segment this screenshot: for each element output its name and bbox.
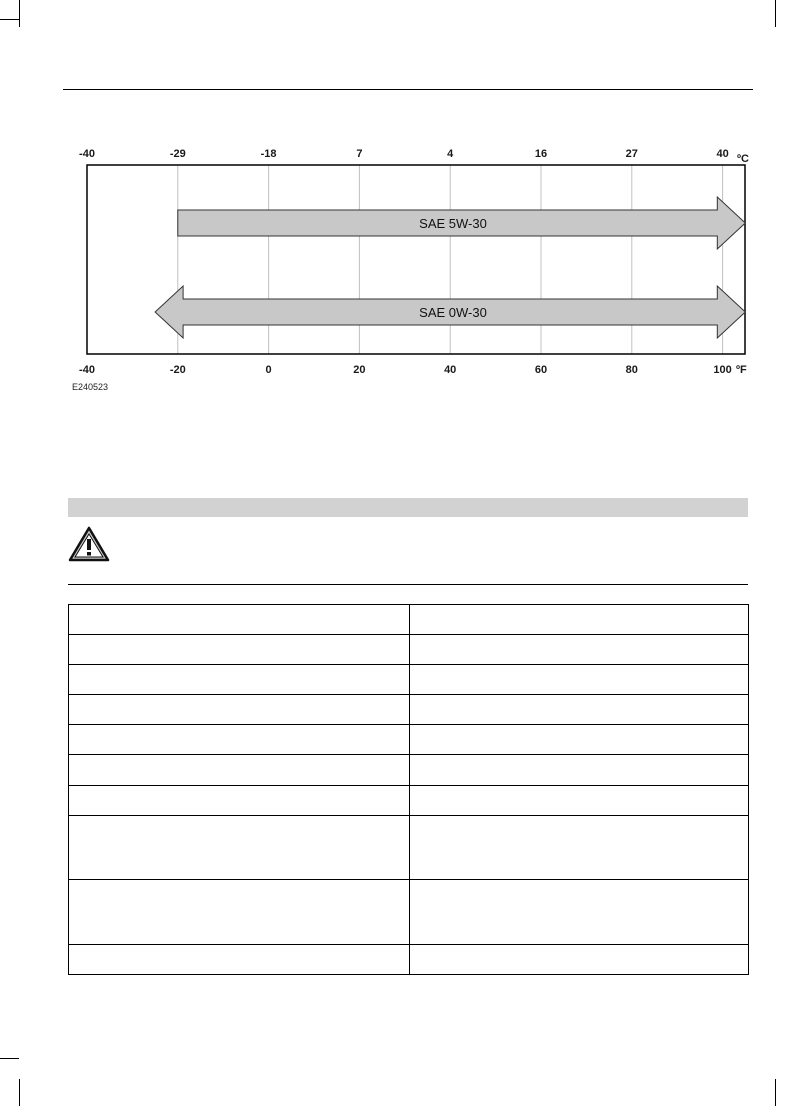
- crop-mark-bottom-left-h: [0, 1058, 19, 1059]
- celsius-tick-label: 4: [447, 148, 454, 160]
- table-cell: [69, 945, 410, 975]
- table-row: [69, 635, 749, 665]
- table-row: [69, 605, 749, 635]
- celsius-tick-label: -18: [260, 148, 277, 160]
- table-row: [69, 665, 749, 695]
- celsius-tick-label: 27: [625, 148, 638, 160]
- celsius-tick-label: -40: [79, 148, 95, 160]
- arrow-label: SAE 0W-30: [419, 305, 487, 320]
- celsius-tick-label: -29: [169, 148, 186, 160]
- table-row: [69, 786, 749, 816]
- fahrenheit-tick-label: 0: [265, 364, 272, 376]
- table-cell: [69, 605, 410, 635]
- fahrenheit-tick-label: -40: [79, 364, 95, 376]
- table-cell: [410, 786, 749, 816]
- fahrenheit-unit-label: ºF: [736, 364, 747, 376]
- table-cell: [69, 635, 410, 665]
- table-cell: [410, 725, 749, 755]
- table-cell: [410, 945, 749, 975]
- table-cell: [410, 665, 749, 695]
- table-row: [69, 725, 749, 755]
- celsius-tick-labels: [79, 148, 729, 160]
- warning-triangle-icon: [68, 526, 110, 562]
- header-rule: [63, 89, 753, 90]
- oil-viscosity-chart: [0, 130, 794, 400]
- fahrenheit-tick-label: -20: [169, 364, 186, 376]
- table-cell: [410, 605, 749, 635]
- table-cell: [410, 816, 749, 880]
- table-cell: [69, 786, 410, 816]
- warning-divider: [68, 584, 748, 585]
- crop-mark-bottom-left: [19, 1079, 20, 1106]
- table-row: [69, 880, 749, 945]
- fahrenheit-tick-labels: [79, 364, 732, 376]
- fahrenheit-tick-label: 20: [353, 364, 366, 376]
- table-cell: [69, 695, 410, 725]
- fahrenheit-tick-label: 100: [713, 364, 732, 376]
- fahrenheit-tick-label: 80: [625, 364, 638, 376]
- fahrenheit-tick-label: 60: [534, 364, 548, 376]
- table-cell: [410, 635, 749, 665]
- crop-mark-bottom-right: [775, 1079, 776, 1106]
- table-cell: [69, 816, 410, 880]
- table-cell: [410, 695, 749, 725]
- celsius-tick-label: 16: [534, 148, 548, 160]
- table-cell: [69, 755, 410, 786]
- celsius-tick-label: 40: [716, 148, 729, 160]
- table-row: [69, 945, 749, 975]
- arrow-label: SAE 5W-30: [419, 216, 487, 231]
- crop-mark-top-left: [19, 0, 20, 27]
- table-cell: [69, 725, 410, 755]
- table-cell: [69, 665, 410, 695]
- chart-frame: [87, 165, 745, 354]
- table-cell: [410, 755, 749, 786]
- crop-mark-top-right: [775, 0, 776, 27]
- celsius-unit-label: ºC: [737, 153, 749, 165]
- table-row: [69, 816, 749, 880]
- celsius-tick-label: 7: [356, 148, 363, 160]
- figure-id: E240523: [72, 382, 109, 392]
- table-cell: [69, 880, 410, 945]
- crop-mark-top-left-h: [0, 19, 19, 20]
- specification-table: [68, 604, 749, 975]
- section-heading-band: [68, 498, 748, 517]
- table-row: [69, 755, 749, 786]
- fahrenheit-tick-label: 40: [444, 364, 457, 376]
- table-row: [69, 695, 749, 725]
- table-cell: [410, 880, 749, 945]
- chart-gridlines: [178, 165, 723, 354]
